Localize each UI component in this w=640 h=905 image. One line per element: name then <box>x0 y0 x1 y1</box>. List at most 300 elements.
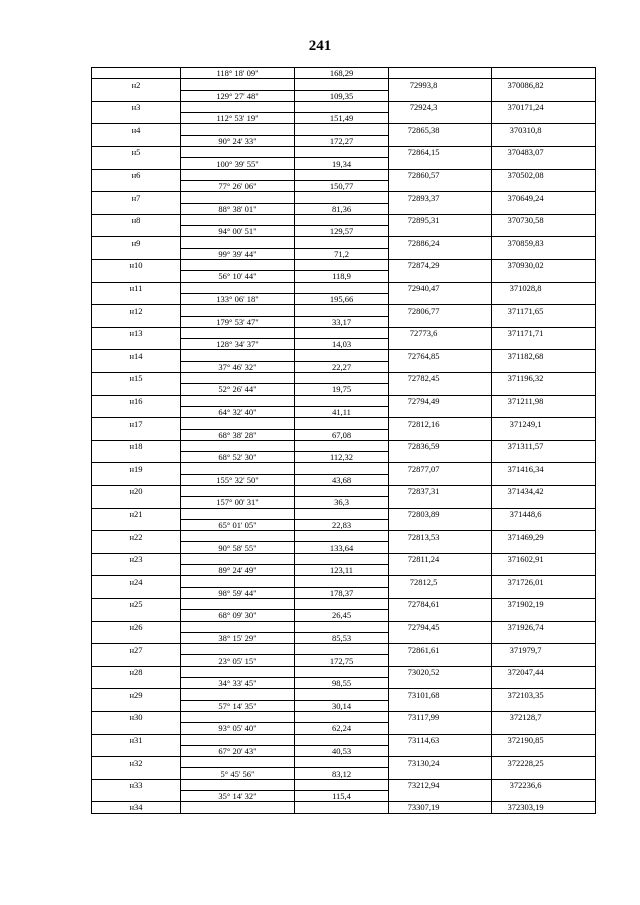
y-coordinate-cell: 371434,42 <box>492 485 596 496</box>
x-cell <box>389 474 492 485</box>
length-cell <box>295 531 389 542</box>
angle-cell <box>181 644 295 655</box>
point-row <box>92 757 596 768</box>
x-cell <box>389 791 492 802</box>
y-cell <box>492 565 596 576</box>
y-coordinate-cell: 371469,29 <box>492 531 596 542</box>
point-cell <box>92 632 181 643</box>
segment-row <box>92 519 596 530</box>
point-name-cell: н7 <box>92 192 181 203</box>
point-row <box>92 440 596 451</box>
y-coordinate-cell: 370930,02 <box>492 260 596 271</box>
point-row <box>92 192 596 203</box>
point-row <box>92 734 596 745</box>
length-cell: 19,34 <box>295 158 389 169</box>
point-row <box>92 147 596 158</box>
x-coordinate-cell: 72993,8 <box>389 79 492 90</box>
point-cell <box>92 248 181 259</box>
point-cell <box>92 68 181 79</box>
angle-cell: 52° 26' 44" <box>181 384 295 395</box>
point-cell <box>92 361 181 372</box>
length-cell <box>295 598 389 609</box>
angle-cell: 129° 27' 48" <box>181 90 295 101</box>
point-name-cell: н19 <box>92 463 181 474</box>
y-cell <box>492 610 596 621</box>
segment-row <box>92 361 596 372</box>
angle-cell <box>181 147 295 158</box>
angle-cell <box>181 531 295 542</box>
page-number: 241 <box>308 38 332 54</box>
point-row <box>92 711 596 722</box>
angle-cell <box>181 214 295 225</box>
point-row <box>92 79 596 90</box>
length-cell <box>295 440 389 451</box>
point-cell <box>92 587 181 598</box>
x-coordinate-cell: 72812,5 <box>389 576 492 587</box>
length-cell <box>295 621 389 632</box>
angle-cell: 34° 33' 45" <box>181 678 295 689</box>
point-name-cell: н26 <box>92 621 181 632</box>
x-coordinate-cell: 72811,24 <box>389 553 492 564</box>
y-cell <box>492 68 596 79</box>
length-cell: 43,68 <box>295 474 389 485</box>
segment-row <box>92 678 596 689</box>
y-coordinate-cell: 371171,65 <box>492 305 596 316</box>
length-cell <box>295 282 389 293</box>
length-cell: 41,11 <box>295 406 389 417</box>
point-row <box>92 260 596 271</box>
x-cell <box>389 158 492 169</box>
x-cell <box>389 565 492 576</box>
y-cell <box>492 316 596 327</box>
x-cell <box>389 135 492 146</box>
length-cell <box>295 124 389 135</box>
point-name-cell: н31 <box>92 734 181 745</box>
angle-cell: 128° 34' 37" <box>181 339 295 350</box>
point-row <box>92 214 596 225</box>
length-cell: 40,53 <box>295 745 389 756</box>
point-row <box>92 779 596 790</box>
length-cell: 109,35 <box>295 90 389 101</box>
x-cell <box>389 542 492 553</box>
length-cell: 22,27 <box>295 361 389 372</box>
point-cell <box>92 452 181 463</box>
x-cell <box>389 723 492 734</box>
length-cell: 83,12 <box>295 768 389 779</box>
length-cell: 150,77 <box>295 180 389 191</box>
point-cell <box>92 497 181 508</box>
angle-cell: 5° 45' 56" <box>181 768 295 779</box>
y-coordinate-cell: 371211,98 <box>492 395 596 406</box>
length-cell: 133,64 <box>295 542 389 553</box>
length-cell <box>295 711 389 722</box>
point-name-cell: н20 <box>92 485 181 496</box>
point-cell <box>92 700 181 711</box>
angle-cell <box>181 734 295 745</box>
y-cell <box>492 700 596 711</box>
x-coordinate-cell: 73117,99 <box>389 711 492 722</box>
point-cell <box>92 678 181 689</box>
angle-cell: 133° 06' 18" <box>181 293 295 304</box>
length-cell <box>295 689 389 700</box>
point-row <box>92 802 596 813</box>
angle-cell: 64° 32' 40" <box>181 406 295 417</box>
segment-row <box>92 113 596 124</box>
x-cell <box>389 90 492 101</box>
angle-cell: 98° 59' 44" <box>181 587 295 598</box>
angle-cell: 89° 24' 49" <box>181 565 295 576</box>
point-cell <box>92 406 181 417</box>
point-name-cell: н10 <box>92 260 181 271</box>
x-cell <box>389 339 492 350</box>
x-coordinate-cell: 72877,07 <box>389 463 492 474</box>
coordinates-table <box>91 67 596 814</box>
y-coordinate-cell: 371602,91 <box>492 553 596 564</box>
y-cell <box>492 384 596 395</box>
point-row <box>92 124 596 135</box>
y-cell <box>492 429 596 440</box>
x-coordinate-cell: 72764,85 <box>389 350 492 361</box>
y-coordinate-cell: 371249,1 <box>492 418 596 429</box>
y-cell <box>492 474 596 485</box>
angle-cell: 56° 10' 44" <box>181 271 295 282</box>
length-cell: 151,49 <box>295 113 389 124</box>
x-coordinate-cell: 72773,6 <box>389 327 492 338</box>
segment-row <box>92 768 596 779</box>
angle-cell <box>181 169 295 180</box>
length-cell: 71,2 <box>295 248 389 259</box>
angle-cell <box>181 282 295 293</box>
point-cell <box>92 135 181 146</box>
segment-row <box>92 497 596 508</box>
x-cell <box>389 271 492 282</box>
x-coordinate-cell: 73101,68 <box>389 689 492 700</box>
angle-cell <box>181 779 295 790</box>
segment-row <box>92 180 596 191</box>
point-row <box>92 553 596 564</box>
x-coordinate-cell: 72895,31 <box>389 214 492 225</box>
y-cell <box>492 293 596 304</box>
point-cell <box>92 791 181 802</box>
y-coordinate-cell: 371182,68 <box>492 350 596 361</box>
x-cell <box>389 316 492 327</box>
angle-cell <box>181 101 295 112</box>
point-name-cell: н16 <box>92 395 181 406</box>
x-coordinate-cell: 72782,45 <box>389 373 492 384</box>
x-cell <box>389 68 492 79</box>
segment-row <box>92 700 596 711</box>
point-row <box>92 282 596 293</box>
x-cell <box>389 248 492 259</box>
length-cell <box>295 169 389 180</box>
x-cell <box>389 655 492 666</box>
x-coordinate-cell: 72837,31 <box>389 485 492 496</box>
length-cell <box>295 101 389 112</box>
point-cell <box>92 384 181 395</box>
point-cell <box>92 429 181 440</box>
segment-row <box>92 429 596 440</box>
segment-row <box>92 452 596 463</box>
x-coordinate-cell: 72893,37 <box>389 192 492 203</box>
x-coordinate-cell: 72874,29 <box>389 260 492 271</box>
x-cell <box>389 406 492 417</box>
length-cell <box>295 192 389 203</box>
point-cell <box>92 113 181 124</box>
point-row <box>92 485 596 496</box>
y-cell <box>492 113 596 124</box>
point-name-cell: н28 <box>92 666 181 677</box>
point-cell <box>92 610 181 621</box>
point-name-cell: н18 <box>92 440 181 451</box>
point-row <box>92 531 596 542</box>
x-coordinate-cell: 73130,24 <box>389 757 492 768</box>
point-name-cell: н15 <box>92 373 181 384</box>
y-cell <box>492 203 596 214</box>
point-name-cell: н24 <box>92 576 181 587</box>
x-cell <box>389 632 492 643</box>
angle-cell <box>181 598 295 609</box>
length-cell <box>295 779 389 790</box>
angle-cell <box>181 802 295 813</box>
angle-cell: 100° 39' 55" <box>181 158 295 169</box>
length-cell: 33,17 <box>295 316 389 327</box>
point-row <box>92 576 596 587</box>
point-cell <box>92 565 181 576</box>
y-coordinate-cell: 372047,44 <box>492 666 596 677</box>
length-cell: 67,08 <box>295 429 389 440</box>
angle-cell: 68° 52' 30" <box>181 452 295 463</box>
length-cell: 98,55 <box>295 678 389 689</box>
y-coordinate-cell: 371979,7 <box>492 644 596 655</box>
length-cell: 22,83 <box>295 519 389 530</box>
point-cell <box>92 542 181 553</box>
angle-cell <box>181 260 295 271</box>
length-cell <box>295 666 389 677</box>
length-cell <box>295 576 389 587</box>
point-cell <box>92 180 181 191</box>
y-coordinate-cell: 370649,24 <box>492 192 596 203</box>
point-cell <box>92 226 181 237</box>
length-cell: 123,11 <box>295 565 389 576</box>
y-cell <box>492 632 596 643</box>
angle-cell <box>181 237 295 248</box>
y-coordinate-cell: 371448,6 <box>492 508 596 519</box>
length-cell <box>295 418 389 429</box>
y-coordinate-cell: 372303,19 <box>492 802 596 813</box>
length-cell: 178,37 <box>295 587 389 598</box>
y-coordinate-cell: 371196,32 <box>492 373 596 384</box>
point-name-cell: н21 <box>92 508 181 519</box>
length-cell <box>295 508 389 519</box>
point-row <box>92 418 596 429</box>
x-coordinate-cell: 72784,61 <box>389 598 492 609</box>
angle-cell <box>181 440 295 451</box>
x-cell <box>389 384 492 395</box>
point-row <box>92 463 596 474</box>
angle-cell: 90° 24' 33" <box>181 135 295 146</box>
point-cell <box>92 90 181 101</box>
point-row <box>92 644 596 655</box>
length-cell: 112,32 <box>295 452 389 463</box>
x-coordinate-cell: 72803,89 <box>389 508 492 519</box>
segment-row <box>92 384 596 395</box>
length-cell: 118,9 <box>295 271 389 282</box>
length-cell <box>295 802 389 813</box>
angle-cell: 68° 09' 30" <box>181 610 295 621</box>
angle-cell <box>181 576 295 587</box>
angle-cell: 90° 58' 55" <box>181 542 295 553</box>
length-cell <box>295 260 389 271</box>
segment-row <box>92 248 596 259</box>
x-coordinate-cell: 72924,3 <box>389 101 492 112</box>
x-coordinate-cell: 72940,47 <box>389 282 492 293</box>
y-cell <box>492 226 596 237</box>
y-cell <box>492 248 596 259</box>
x-coordinate-cell: 72861,61 <box>389 644 492 655</box>
segment-row <box>92 610 596 621</box>
y-cell <box>492 587 596 598</box>
length-cell <box>295 644 389 655</box>
x-cell <box>389 203 492 214</box>
x-cell <box>389 610 492 621</box>
y-coordinate-cell: 370502,08 <box>492 169 596 180</box>
angle-cell <box>181 553 295 564</box>
y-coordinate-cell: 371926,74 <box>492 621 596 632</box>
point-row <box>92 350 596 361</box>
x-cell <box>389 226 492 237</box>
length-cell: 172,27 <box>295 135 389 146</box>
angle-cell: 118° 18' 09" <box>181 68 295 79</box>
segment-row <box>92 791 596 802</box>
y-coordinate-cell: 370859,83 <box>492 237 596 248</box>
x-coordinate-cell: 72794,45 <box>389 621 492 632</box>
length-cell: 172,75 <box>295 655 389 666</box>
y-cell <box>492 791 596 802</box>
point-row <box>92 621 596 632</box>
y-coordinate-cell: 370171,24 <box>492 101 596 112</box>
y-coordinate-cell: 372190,85 <box>492 734 596 745</box>
point-name-cell: н13 <box>92 327 181 338</box>
y-coordinate-cell: 370086,82 <box>492 79 596 90</box>
length-cell: 195,66 <box>295 293 389 304</box>
angle-cell: 112° 53' 19" <box>181 113 295 124</box>
point-name-cell: н32 <box>92 757 181 768</box>
segment-row <box>92 723 596 734</box>
length-cell <box>295 485 389 496</box>
point-cell <box>92 316 181 327</box>
angle-cell <box>181 373 295 384</box>
segment-row <box>92 655 596 666</box>
point-name-cell: н29 <box>92 689 181 700</box>
x-cell <box>389 497 492 508</box>
point-name-cell: н17 <box>92 418 181 429</box>
x-coordinate-cell: 73212,94 <box>389 779 492 790</box>
y-coordinate-cell: 371902,19 <box>492 598 596 609</box>
y-coordinate-cell: 370310,8 <box>492 124 596 135</box>
x-coordinate-cell: 72865,38 <box>389 124 492 135</box>
angle-cell: 155° 32' 50" <box>181 474 295 485</box>
y-coordinate-cell: 372128,7 <box>492 711 596 722</box>
segment-row <box>92 542 596 553</box>
x-cell <box>389 587 492 598</box>
segment-row <box>92 745 596 756</box>
segment-row <box>92 203 596 214</box>
point-cell <box>92 158 181 169</box>
y-coordinate-cell: 371311,57 <box>492 440 596 451</box>
angle-cell: 88° 38' 01" <box>181 203 295 214</box>
segment-row <box>92 632 596 643</box>
length-cell <box>295 147 389 158</box>
x-coordinate-cell: 72806,77 <box>389 305 492 316</box>
point-name-cell: н30 <box>92 711 181 722</box>
y-coordinate-cell: 371416,34 <box>492 463 596 474</box>
angle-cell <box>181 666 295 677</box>
y-cell <box>492 180 596 191</box>
point-name-cell: н2 <box>92 79 181 90</box>
y-coordinate-cell: 370730,58 <box>492 214 596 225</box>
y-cell <box>492 745 596 756</box>
y-cell <box>492 723 596 734</box>
point-cell <box>92 339 181 350</box>
point-name-cell: н14 <box>92 350 181 361</box>
point-row <box>92 327 596 338</box>
point-name-cell: н3 <box>92 101 181 112</box>
point-row <box>92 598 596 609</box>
y-cell <box>492 519 596 530</box>
length-cell: 19,75 <box>295 384 389 395</box>
segment-row <box>92 158 596 169</box>
angle-cell: 65° 01' 05" <box>181 519 295 530</box>
angle-cell: 37° 46' 32" <box>181 361 295 372</box>
y-coordinate-cell: 372228,25 <box>492 757 596 768</box>
length-cell <box>295 214 389 225</box>
length-cell <box>295 734 389 745</box>
y-cell <box>492 497 596 508</box>
y-coordinate-cell: 370483,07 <box>492 147 596 158</box>
y-cell <box>492 768 596 779</box>
x-cell <box>389 429 492 440</box>
point-row <box>92 237 596 248</box>
x-coordinate-cell: 73307,19 <box>389 802 492 813</box>
point-name-cell: н23 <box>92 553 181 564</box>
y-cell <box>492 452 596 463</box>
angle-cell <box>181 711 295 722</box>
point-name-cell: н12 <box>92 305 181 316</box>
y-cell <box>492 339 596 350</box>
angle-cell <box>181 305 295 316</box>
length-cell <box>295 327 389 338</box>
y-cell <box>492 158 596 169</box>
segment-row <box>92 316 596 327</box>
length-cell <box>295 463 389 474</box>
angle-cell: 179° 53' 47" <box>181 316 295 327</box>
point-row <box>92 373 596 384</box>
length-cell: 129,57 <box>295 226 389 237</box>
x-cell <box>389 180 492 191</box>
point-name-cell: н34 <box>92 802 181 813</box>
point-row <box>92 305 596 316</box>
x-coordinate-cell: 72812,16 <box>389 418 492 429</box>
y-coordinate-cell: 371171,71 <box>492 327 596 338</box>
length-cell <box>295 373 389 384</box>
length-cell <box>295 79 389 90</box>
point-name-cell: н33 <box>92 779 181 790</box>
angle-cell: 35° 14' 32" <box>181 791 295 802</box>
segment-row <box>92 406 596 417</box>
y-cell <box>492 655 596 666</box>
segment-row <box>92 587 596 598</box>
segment-row <box>92 226 596 237</box>
